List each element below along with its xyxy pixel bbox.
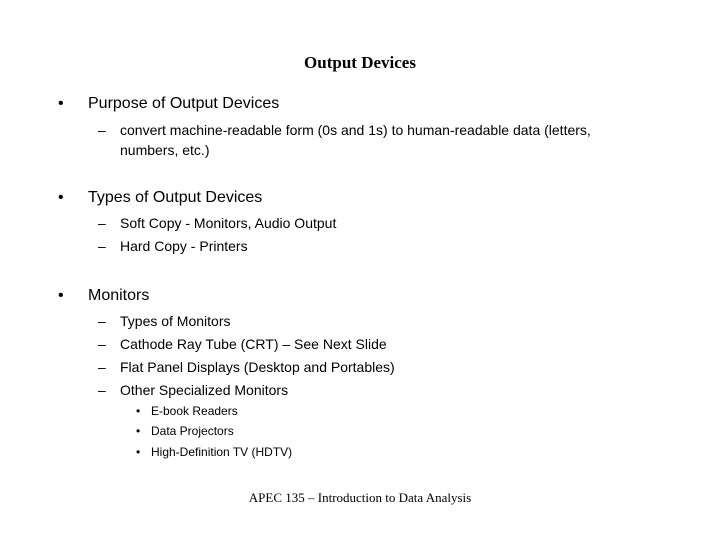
bullet-marker: •	[136, 404, 141, 418]
dash-marker: –	[98, 359, 106, 375]
section-heading-monitors: Monitors	[88, 287, 150, 304]
list-item: Cathode Ray Tube (CRT) – See Next Slide	[120, 336, 387, 352]
bullet-marker: •	[58, 95, 64, 112]
section-heading-purpose: Purpose of Output Devices	[88, 95, 280, 112]
bullet-marker: •	[58, 287, 64, 304]
section-heading-types: Types of Output Devices	[88, 189, 263, 206]
dash-marker: –	[98, 382, 106, 398]
bullet-marker: •	[58, 189, 64, 206]
dash-marker: –	[98, 336, 106, 352]
sub-list-item: Data Projectors	[151, 424, 234, 438]
dash-marker: –	[98, 122, 106, 138]
slide-footer: APEC 135 – Introduction to Data Analysis	[248, 490, 472, 505]
dash-marker: –	[98, 238, 106, 254]
bullet-marker: •	[136, 424, 141, 438]
sub-list-item: E-book Readers	[151, 404, 238, 418]
list-item: Flat Panel Displays (Desktop and Portables)	[120, 359, 395, 375]
dash-marker: –	[98, 313, 106, 329]
list-item: Types of Monitors	[120, 313, 231, 329]
dash-marker: –	[98, 215, 106, 231]
slide-title: Output Devices	[304, 53, 416, 72]
bullet-marker: •	[136, 445, 141, 459]
list-item: Hard Copy - Printers	[120, 238, 248, 254]
list-item: numbers, etc.)	[120, 142, 210, 158]
list-item: Other Specialized Monitors	[120, 382, 289, 398]
list-item: convert machine-readable form (0s and 1s) to human-readable data (letters,	[120, 122, 591, 138]
sub-list-item: High-Definition TV (HDTV)	[151, 445, 293, 459]
list-item: Soft Copy - Monitors, Audio Output	[120, 215, 337, 231]
